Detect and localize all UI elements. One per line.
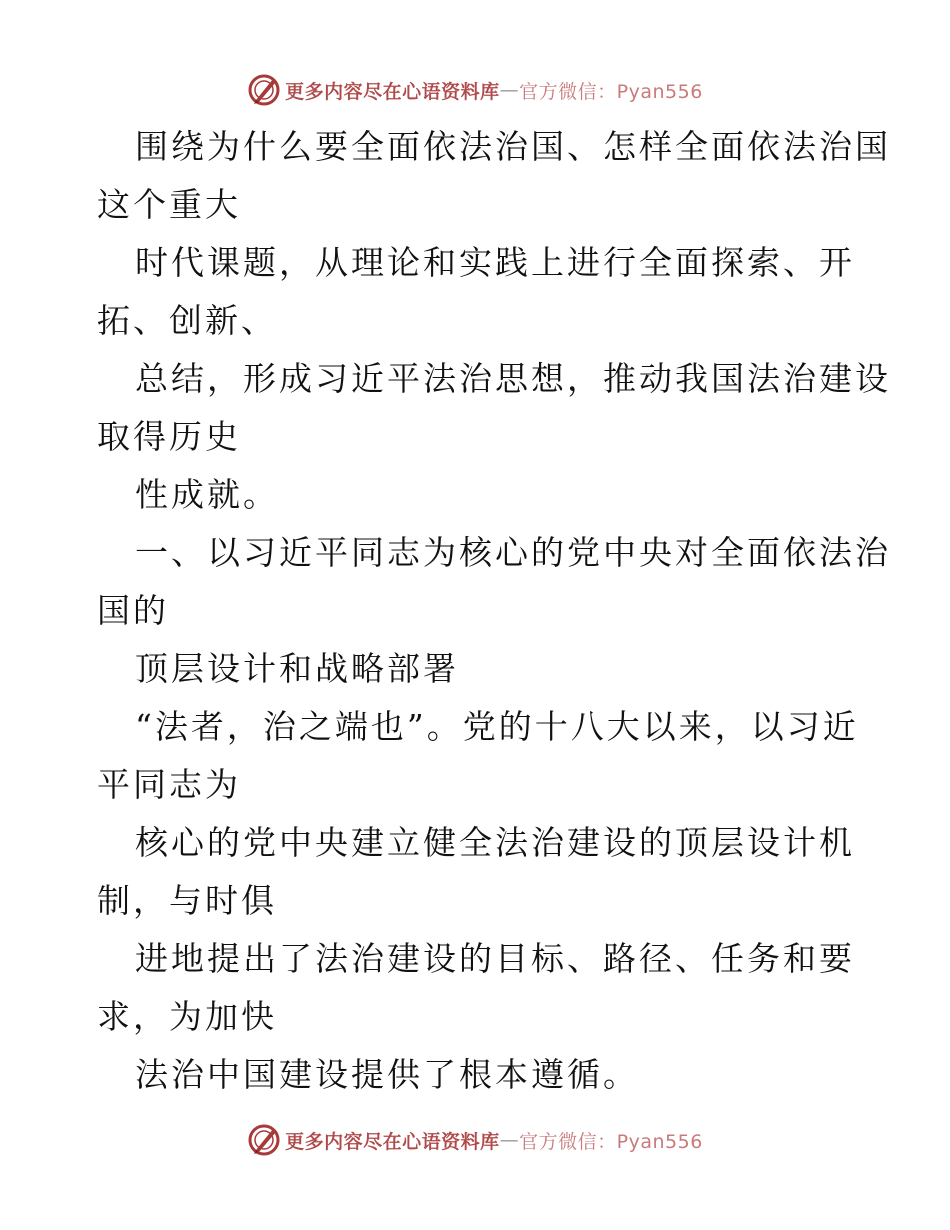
text-line: 核心的党中央建立健全法治建设的顶层设计机 (135, 823, 855, 862)
text-line: 这个重大 (97, 185, 241, 224)
watermark-separator: — (499, 1129, 520, 1151)
text-line: 拓、创新、 (97, 301, 277, 340)
text-line: 顶层设计和战略部署 (135, 649, 459, 688)
text-line: 进地提出了法治建设的目标、路径、任务和要 (135, 939, 855, 978)
header-watermark (0, 68, 950, 112)
text-line: 围绕为什么要全面依法治国、怎样全面依法治国 (135, 127, 891, 166)
text-line: 一、以习近平同志为核心的党中央对全面依法治 (135, 533, 891, 572)
text-line: 国的 (97, 591, 169, 630)
text-line: 总结，形成习近平法治思想，推动我国法治建设 (135, 359, 891, 398)
watermark-contact-text: 官方微信：Pyan556 (519, 1130, 703, 1153)
text-line: 制，与时俱 (97, 881, 277, 920)
text-line: 求，为加快 (97, 997, 277, 1036)
text-line: 取得历史 (97, 417, 241, 456)
text-line: 性成就。 (135, 475, 279, 514)
text-line: “法者，治之端也”。党的十八大以来，以习近 (135, 707, 859, 746)
text-line: 法治中国建设提供了根本遵循。 (135, 1055, 639, 1094)
text-line: 平同志为 (97, 765, 241, 804)
pen-in-circle-logo-icon (247, 1123, 281, 1157)
watermark-brand-text: 更多内容尽在心语资料库 (285, 80, 500, 103)
text-line: 时代课题，从理论和实践上进行全面探索、开 (135, 243, 855, 282)
watermark-contact-text: 官方微信：Pyan556 (519, 80, 703, 103)
document-body (97, 118, 891, 1104)
watermark-brand-text: 更多内容尽在心语资料库 (285, 1130, 500, 1153)
footer-watermark (0, 1118, 950, 1162)
watermark-separator: — (499, 79, 520, 101)
pen-in-circle-logo-icon (247, 73, 281, 107)
